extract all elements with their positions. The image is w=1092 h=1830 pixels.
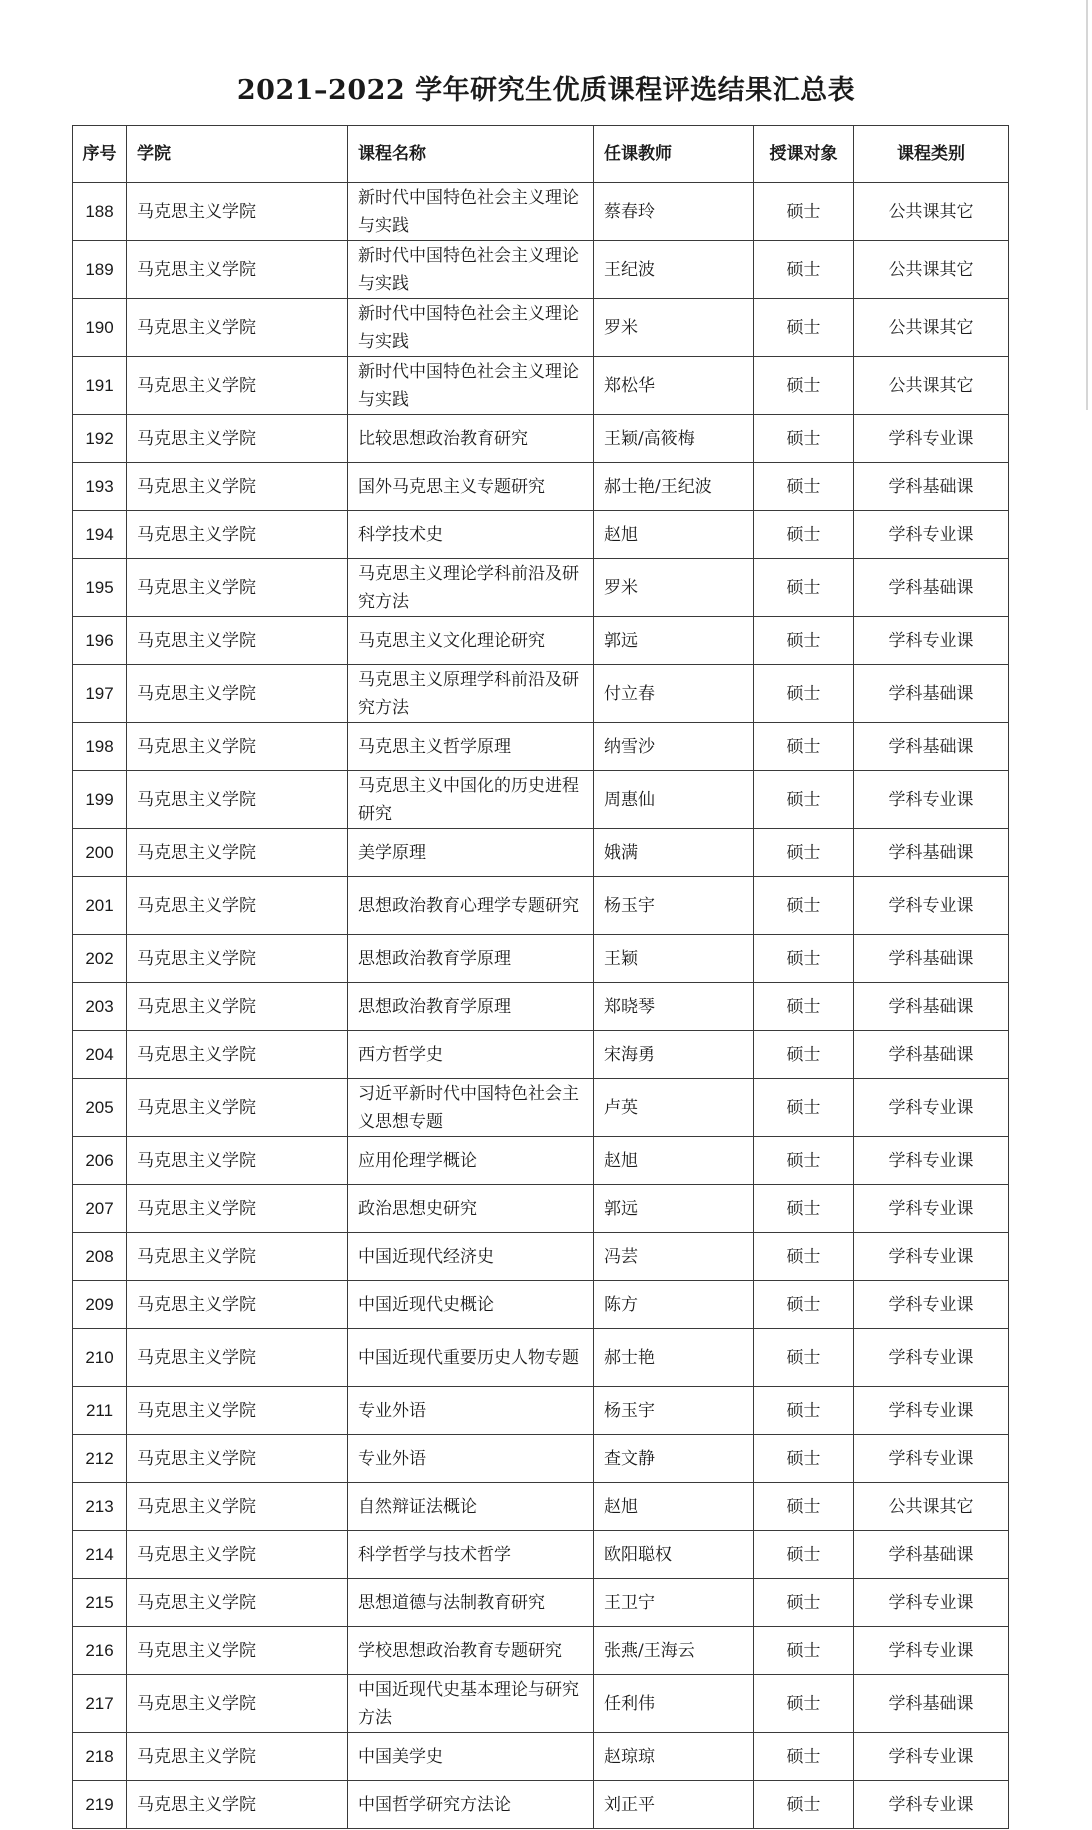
cell-index: 211: [73, 1387, 127, 1435]
cell-course: 思想政治教育心理学专题研究: [348, 877, 594, 935]
cell-college: 马克思主义学院: [127, 1079, 348, 1137]
cell-type: 学科专业课: [854, 1781, 1009, 1829]
cell-type: 学科专业课: [854, 1733, 1009, 1781]
cell-target: 硕士: [754, 1435, 854, 1483]
cell-teacher: 王纪波: [594, 241, 754, 299]
cell-target: 硕士: [754, 1079, 854, 1137]
cell-course: 西方哲学史: [348, 1031, 594, 1079]
header-type: 课程类别: [854, 126, 1009, 183]
table-row: [73, 877, 1009, 935]
cell-index: 194: [73, 511, 127, 559]
cell-index: 191: [73, 357, 127, 415]
cell-type: 学科基础课: [854, 1531, 1009, 1579]
cell-index: 201: [73, 877, 127, 935]
cell-college: 马克思主义学院: [127, 511, 348, 559]
table-row: [73, 1185, 1009, 1233]
cell-target: 硕士: [754, 1531, 854, 1579]
table-row: [73, 829, 1009, 877]
cell-type: 公共课其它: [854, 357, 1009, 415]
cell-type: 学科专业课: [854, 1233, 1009, 1281]
cell-college: 马克思主义学院: [127, 1675, 348, 1733]
cell-index: 197: [73, 665, 127, 723]
cell-teacher: 刘正平: [594, 1781, 754, 1829]
table-row: [73, 1281, 1009, 1329]
cell-teacher: 周惠仙: [594, 771, 754, 829]
cell-college: 马克思主义学院: [127, 1435, 348, 1483]
cell-index: 216: [73, 1627, 127, 1675]
table-row: [73, 463, 1009, 511]
cell-college: 马克思主义学院: [127, 1233, 348, 1281]
table-row: [73, 1387, 1009, 1435]
table-body: [73, 183, 1009, 1829]
cell-course: 自然辩证法概论: [348, 1483, 594, 1531]
cell-course: 马克思主义理论学科前沿及研究方法: [348, 559, 594, 617]
table-row: [73, 665, 1009, 723]
cell-course: 国外马克思主义专题研究: [348, 463, 594, 511]
cell-index: 208: [73, 1233, 127, 1281]
cell-teacher: 郭远: [594, 1185, 754, 1233]
cell-college: 马克思主义学院: [127, 935, 348, 983]
cell-target: 硕士: [754, 1579, 854, 1627]
cell-college: 马克思主义学院: [127, 1579, 348, 1627]
cell-teacher: 任利伟: [594, 1675, 754, 1733]
document-title: 2021–2022 学年研究生优质课程评选结果汇总表: [236, 75, 856, 107]
table-row: [73, 1329, 1009, 1387]
cell-course: 思想政治教育学原理: [348, 935, 594, 983]
cell-type: 公共课其它: [854, 1483, 1009, 1531]
cell-index: 202: [73, 935, 127, 983]
cell-teacher: 陈方: [594, 1281, 754, 1329]
cell-type: 学科基础课: [854, 935, 1009, 983]
cell-index: 203: [73, 983, 127, 1031]
table-row: [73, 1137, 1009, 1185]
cell-type: 学科专业课: [854, 1137, 1009, 1185]
cell-teacher: 赵旭: [594, 1137, 754, 1185]
header-index: 序号: [73, 126, 127, 183]
table-row: [73, 935, 1009, 983]
cell-course: 中国近现代史概论: [348, 1281, 594, 1329]
cell-index: 210: [73, 1329, 127, 1387]
table-row: [73, 559, 1009, 617]
cell-index: 196: [73, 617, 127, 665]
cell-index: 209: [73, 1281, 127, 1329]
cell-index: 195: [73, 559, 127, 617]
table-row: [73, 1781, 1009, 1829]
cell-teacher: 付立春: [594, 665, 754, 723]
cell-college: 马克思主义学院: [127, 241, 348, 299]
cell-type: 学科专业课: [854, 617, 1009, 665]
cell-index: 193: [73, 463, 127, 511]
cell-target: 硕士: [754, 1233, 854, 1281]
cell-target: 硕士: [754, 559, 854, 617]
cell-target: 硕士: [754, 1483, 854, 1531]
cell-teacher: 罗米: [594, 559, 754, 617]
cell-teacher: 郑晓琴: [594, 983, 754, 1031]
cell-course: 新时代中国特色社会主义理论与实践: [348, 357, 594, 415]
cell-type: 学科专业课: [854, 1627, 1009, 1675]
cell-index: 207: [73, 1185, 127, 1233]
table-row: [73, 511, 1009, 559]
cell-type: 学科专业课: [854, 511, 1009, 559]
cell-college: 马克思主义学院: [127, 1281, 348, 1329]
cell-target: 硕士: [754, 877, 854, 935]
table-header-row: [73, 126, 1009, 183]
cell-index: 192: [73, 415, 127, 463]
header-college: 学院: [127, 126, 348, 183]
cell-index: 200: [73, 829, 127, 877]
cell-college: 马克思主义学院: [127, 829, 348, 877]
table-row: [73, 983, 1009, 1031]
cell-teacher: 娥满: [594, 829, 754, 877]
cell-type: 学科专业课: [854, 1185, 1009, 1233]
cell-college: 马克思主义学院: [127, 183, 348, 241]
cell-teacher: 张燕/王海云: [594, 1627, 754, 1675]
cell-course: 应用伦理学概论: [348, 1137, 594, 1185]
cell-college: 马克思主义学院: [127, 1483, 348, 1531]
cell-index: 199: [73, 771, 127, 829]
cell-target: 硕士: [754, 723, 854, 771]
cell-college: 马克思主义学院: [127, 877, 348, 935]
cell-college: 马克思主义学院: [127, 559, 348, 617]
table-row: [73, 1675, 1009, 1733]
cell-teacher: 王颖: [594, 935, 754, 983]
cell-type: 学科专业课: [854, 1579, 1009, 1627]
cell-college: 马克思主义学院: [127, 1031, 348, 1079]
cell-college: 马克思主义学院: [127, 1387, 348, 1435]
cell-target: 硕士: [754, 463, 854, 511]
cell-course: 新时代中国特色社会主义理论与实践: [348, 183, 594, 241]
cell-course: 科学技术史: [348, 511, 594, 559]
table-row: [73, 1031, 1009, 1079]
cell-target: 硕士: [754, 1329, 854, 1387]
cell-target: 硕士: [754, 829, 854, 877]
cell-college: 马克思主义学院: [127, 665, 348, 723]
cell-index: 188: [73, 183, 127, 241]
cell-course: 中国哲学研究方法论: [348, 1781, 594, 1829]
cell-target: 硕士: [754, 511, 854, 559]
cell-target: 硕士: [754, 771, 854, 829]
table-row: [73, 617, 1009, 665]
table-row: [73, 415, 1009, 463]
table-row: [73, 1531, 1009, 1579]
cell-target: 硕士: [754, 665, 854, 723]
cell-course: 习近平新时代中国特色社会主义思想专题: [348, 1079, 594, 1137]
cell-college: 马克思主义学院: [127, 415, 348, 463]
table-row: [73, 1233, 1009, 1281]
table-row: [73, 299, 1009, 357]
cell-type: 学科专业课: [854, 1387, 1009, 1435]
header-course: 课程名称: [348, 126, 594, 183]
cell-target: 硕士: [754, 357, 854, 415]
cell-college: 马克思主义学院: [127, 463, 348, 511]
cell-target: 硕士: [754, 1733, 854, 1781]
cell-type: 学科基础课: [854, 723, 1009, 771]
table-row: [73, 1627, 1009, 1675]
cell-target: 硕士: [754, 183, 854, 241]
cell-index: 215: [73, 1579, 127, 1627]
cell-course: 马克思主义中国化的历史进程研究: [348, 771, 594, 829]
cell-target: 硕士: [754, 1627, 854, 1675]
cell-college: 马克思主义学院: [127, 617, 348, 665]
cell-college: 马克思主义学院: [127, 723, 348, 771]
cell-teacher: 纳雪沙: [594, 723, 754, 771]
cell-index: 212: [73, 1435, 127, 1483]
cell-type: 学科基础课: [854, 983, 1009, 1031]
cell-teacher: 赵旭: [594, 1483, 754, 1531]
cell-teacher: 王颖/高筱梅: [594, 415, 754, 463]
cell-college: 马克思主义学院: [127, 771, 348, 829]
cell-college: 马克思主义学院: [127, 1185, 348, 1233]
table-row: [73, 771, 1009, 829]
results-table: [72, 125, 1009, 1829]
cell-type: 公共课其它: [854, 299, 1009, 357]
cell-type: 公共课其它: [854, 241, 1009, 299]
table-row: [73, 723, 1009, 771]
cell-target: 硕士: [754, 617, 854, 665]
cell-type: 学科专业课: [854, 771, 1009, 829]
cell-type: 学科专业课: [854, 1079, 1009, 1137]
cell-target: 硕士: [754, 935, 854, 983]
cell-teacher: 郑松华: [594, 357, 754, 415]
cell-course: 马克思主义哲学原理: [348, 723, 594, 771]
cell-target: 硕士: [754, 415, 854, 463]
cell-index: 218: [73, 1733, 127, 1781]
cell-type: 学科专业课: [854, 1435, 1009, 1483]
cell-index: 204: [73, 1031, 127, 1079]
cell-target: 硕士: [754, 1781, 854, 1829]
cell-index: 190: [73, 299, 127, 357]
cell-index: 213: [73, 1483, 127, 1531]
table-row: [73, 241, 1009, 299]
table-row: [73, 1435, 1009, 1483]
cell-course: 中国近现代史基本理论与研究方法: [348, 1675, 594, 1733]
table-row: [73, 357, 1009, 415]
cell-course: 学校思想政治教育专题研究: [348, 1627, 594, 1675]
cell-college: 马克思主义学院: [127, 1329, 348, 1387]
cell-index: 198: [73, 723, 127, 771]
cell-course: 科学哲学与技术哲学: [348, 1531, 594, 1579]
cell-target: 硕士: [754, 1031, 854, 1079]
cell-course: 中国美学史: [348, 1733, 594, 1781]
cell-teacher: 杨玉宇: [594, 877, 754, 935]
table-row: [73, 183, 1009, 241]
cell-teacher: 宋海勇: [594, 1031, 754, 1079]
cell-course: 马克思主义文化理论研究: [348, 617, 594, 665]
cell-teacher: 郝士艳: [594, 1329, 754, 1387]
cell-index: 189: [73, 241, 127, 299]
cell-teacher: 冯芸: [594, 1233, 754, 1281]
cell-teacher: 蔡春玲: [594, 183, 754, 241]
cell-teacher: 罗米: [594, 299, 754, 357]
cell-course: 专业外语: [348, 1387, 594, 1435]
cell-teacher: 郝士艳/王纪波: [594, 463, 754, 511]
cell-college: 马克思主义学院: [127, 1733, 348, 1781]
header-target: 授课对象: [754, 126, 854, 183]
cell-type: 学科专业课: [854, 415, 1009, 463]
cell-teacher: 欧阳聪权: [594, 1531, 754, 1579]
cell-college: 马克思主义学院: [127, 983, 348, 1031]
cell-target: 硕士: [754, 1675, 854, 1733]
cell-course: 马克思主义原理学科前沿及研究方法: [348, 665, 594, 723]
cell-target: 硕士: [754, 1281, 854, 1329]
table-row: [73, 1483, 1009, 1531]
cell-type: 公共课其它: [854, 183, 1009, 241]
cell-college: 马克思主义学院: [127, 357, 348, 415]
cell-target: 硕士: [754, 1137, 854, 1185]
cell-target: 硕士: [754, 299, 854, 357]
cell-teacher: 王卫宁: [594, 1579, 754, 1627]
cell-index: 214: [73, 1531, 127, 1579]
cell-teacher: 郭远: [594, 617, 754, 665]
cell-target: 硕士: [754, 241, 854, 299]
cell-college: 马克思主义学院: [127, 1627, 348, 1675]
cell-course: 思想政治教育学原理: [348, 983, 594, 1031]
cell-type: 学科基础课: [854, 559, 1009, 617]
cell-course: 专业外语: [348, 1435, 594, 1483]
cell-index: 205: [73, 1079, 127, 1137]
cell-college: 马克思主义学院: [127, 1531, 348, 1579]
cell-teacher: 查文静: [594, 1435, 754, 1483]
header-teacher: 任课教师: [594, 126, 754, 183]
cell-teacher: 卢英: [594, 1079, 754, 1137]
cell-course: 中国近现代经济史: [348, 1233, 594, 1281]
cell-college: 马克思主义学院: [127, 299, 348, 357]
cell-type: 学科专业课: [854, 877, 1009, 935]
table-row: [73, 1579, 1009, 1627]
cell-course: 比较思想政治教育研究: [348, 415, 594, 463]
cell-target: 硕士: [754, 1185, 854, 1233]
cell-course: 美学原理: [348, 829, 594, 877]
cell-type: 学科基础课: [854, 463, 1009, 511]
cell-target: 硕士: [754, 1387, 854, 1435]
cell-course: 中国近现代重要历史人物专题: [348, 1329, 594, 1387]
cell-index: 217: [73, 1675, 127, 1733]
cell-type: 学科基础课: [854, 665, 1009, 723]
cell-index: 206: [73, 1137, 127, 1185]
table-row: [73, 1079, 1009, 1137]
cell-type: 学科专业课: [854, 1329, 1009, 1387]
cell-course: 新时代中国特色社会主义理论与实践: [348, 299, 594, 357]
cell-type: 学科专业课: [854, 1281, 1009, 1329]
cell-teacher: 杨玉宇: [594, 1387, 754, 1435]
cell-target: 硕士: [754, 983, 854, 1031]
cell-teacher: 赵旭: [594, 511, 754, 559]
table-row: [73, 1733, 1009, 1781]
page-edge-line: [1086, 0, 1088, 410]
cell-type: 学科基础课: [854, 1031, 1009, 1079]
cell-index: 219: [73, 1781, 127, 1829]
cell-teacher: 赵琼琼: [594, 1733, 754, 1781]
cell-course: 思想道德与法制教育研究: [348, 1579, 594, 1627]
cell-type: 学科基础课: [854, 1675, 1009, 1733]
cell-college: 马克思主义学院: [127, 1137, 348, 1185]
cell-course: 新时代中国特色社会主义理论与实践: [348, 241, 594, 299]
cell-type: 学科基础课: [854, 829, 1009, 877]
cell-college: 马克思主义学院: [127, 1781, 348, 1829]
cell-course: 政治思想史研究: [348, 1185, 594, 1233]
